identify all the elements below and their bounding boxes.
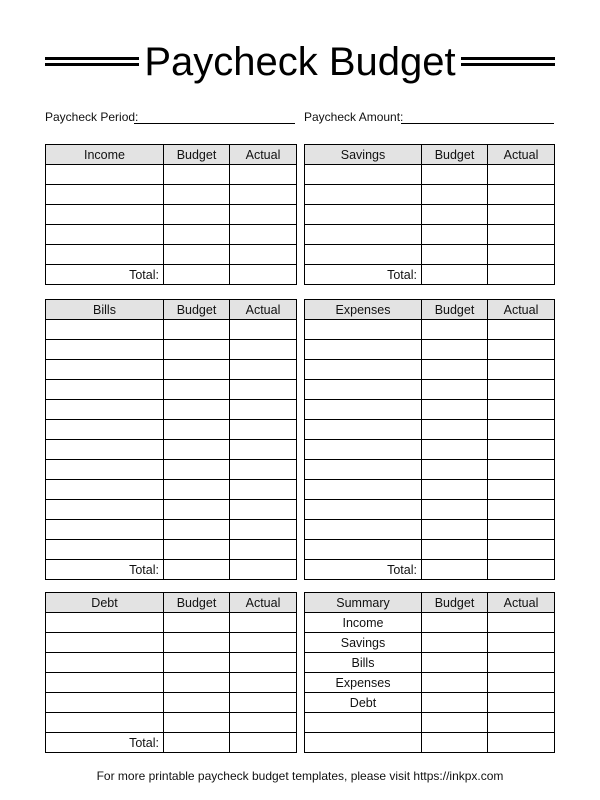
summary-label-income: Income [305, 613, 422, 633]
item-cell[interactable] [305, 225, 422, 245]
budget-cell[interactable] [422, 205, 488, 225]
actual-column-header: Actual [488, 593, 555, 613]
budget-column-header: Budget [164, 593, 230, 613]
item-cell[interactable] [46, 713, 164, 733]
actual-cell[interactable] [230, 320, 297, 340]
actual-cell[interactable] [230, 420, 297, 440]
summary-label-bills: Bills [305, 653, 422, 673]
actual-cell[interactable] [230, 693, 297, 713]
actual-cell[interactable] [230, 500, 297, 520]
table-row [46, 653, 297, 673]
item-cell[interactable] [46, 245, 164, 265]
item-cell[interactable] [46, 360, 164, 380]
actual-total-cell[interactable] [230, 560, 297, 580]
table-header-row [46, 145, 297, 165]
item-cell[interactable] [305, 185, 422, 205]
actual-column-header: Actual [488, 145, 555, 165]
item-cell[interactable] [305, 480, 422, 500]
actual-cell[interactable] [488, 360, 555, 380]
actual-cell[interactable] [488, 480, 555, 500]
actual-cell[interactable] [488, 653, 555, 673]
budget-cell[interactable] [422, 633, 488, 653]
budget-cell[interactable] [164, 440, 230, 460]
budget-cell[interactable] [422, 420, 488, 440]
item-cell[interactable] [305, 520, 422, 540]
item-cell[interactable] [305, 540, 422, 560]
budget-cell[interactable] [422, 460, 488, 480]
bills-heading: Bills [46, 300, 164, 320]
debt-heading: Debt [46, 593, 164, 613]
table-row [305, 480, 555, 500]
budget-column-header: Budget [164, 300, 230, 320]
table-row [305, 245, 555, 265]
table-row [305, 225, 555, 245]
budget-cell[interactable] [422, 440, 488, 460]
table-row [46, 500, 297, 520]
budget-cell[interactable] [422, 225, 488, 245]
table-row [305, 460, 555, 480]
summary-label-expenses: Expenses [305, 673, 422, 693]
actual-cell[interactable] [230, 440, 297, 460]
table-row [305, 713, 555, 733]
budget-cell[interactable] [164, 165, 230, 185]
budget-column-header: Budget [422, 593, 488, 613]
actual-total-cell[interactable] [488, 560, 555, 580]
total-label: Total: [46, 733, 164, 753]
paycheck-period-label: Paycheck Period: [45, 110, 139, 124]
item-cell[interactable] [46, 673, 164, 693]
budget-cell[interactable] [422, 693, 488, 713]
budget-total-cell[interactable] [164, 560, 230, 580]
budget-cell[interactable] [422, 713, 488, 733]
total-label: Total: [305, 265, 422, 285]
table-row [46, 480, 297, 500]
actual-cell[interactable] [230, 713, 297, 733]
item-cell[interactable] [46, 225, 164, 245]
table-row [46, 245, 297, 265]
table-row [46, 460, 297, 480]
paycheck-period-field[interactable] [134, 123, 295, 124]
actual-cell[interactable] [230, 480, 297, 500]
table-row [305, 420, 555, 440]
actual-cell[interactable] [230, 340, 297, 360]
actual-cell[interactable] [488, 500, 555, 520]
table-row [46, 420, 297, 440]
actual-total-cell[interactable] [230, 733, 297, 753]
table-row [46, 340, 297, 360]
budget-cell[interactable] [422, 613, 488, 633]
actual-cell[interactable] [230, 245, 297, 265]
budget-column-header: Budget [422, 145, 488, 165]
actual-total-cell[interactable] [230, 265, 297, 285]
total-row [46, 560, 297, 580]
budget-cell[interactable] [164, 205, 230, 225]
actual-cell[interactable] [230, 673, 297, 693]
total-row [305, 560, 555, 580]
actual-cell[interactable] [230, 613, 297, 633]
item-cell[interactable] [46, 633, 164, 653]
actual-cell[interactable] [230, 653, 297, 673]
actual-cell[interactable] [488, 713, 555, 733]
budget-cell[interactable] [164, 460, 230, 480]
item-cell[interactable] [46, 380, 164, 400]
budget-cell[interactable] [164, 360, 230, 380]
total-row [46, 265, 297, 285]
actual-cell[interactable] [230, 520, 297, 540]
paycheck-amount-label: Paycheck Amount: [304, 110, 404, 124]
item-cell[interactable] [305, 400, 422, 420]
table-row [305, 185, 555, 205]
actual-cell[interactable] [230, 633, 297, 653]
actual-cell[interactable] [488, 225, 555, 245]
actual-cell[interactable] [488, 440, 555, 460]
item-cell[interactable] [46, 165, 164, 185]
budget-cell[interactable] [164, 480, 230, 500]
budget-cell[interactable] [422, 360, 488, 380]
savings-heading: Savings [305, 145, 422, 165]
table-header-row [46, 593, 297, 613]
budget-cell[interactable] [164, 225, 230, 245]
budget-cell[interactable] [422, 165, 488, 185]
total-label: Total: [46, 560, 164, 580]
actual-cell[interactable] [230, 185, 297, 205]
item-cell[interactable] [305, 380, 422, 400]
item-cell[interactable] [305, 340, 422, 360]
summary-row-bills [305, 653, 555, 673]
debt-table [45, 592, 297, 753]
actual-cell[interactable] [230, 540, 297, 560]
actual-cell[interactable] [230, 460, 297, 480]
actual-cell[interactable] [230, 165, 297, 185]
budget-cell[interactable] [422, 400, 488, 420]
budget-cell[interactable] [164, 713, 230, 733]
bills-table [45, 299, 297, 580]
item-cell[interactable] [46, 320, 164, 340]
income-table [45, 144, 297, 285]
budget-cell[interactable] [422, 245, 488, 265]
budget-cell[interactable] [422, 540, 488, 560]
table-row [46, 713, 297, 733]
table-row [46, 320, 297, 340]
actual-cell[interactable] [230, 205, 297, 225]
actual-cell[interactable] [488, 165, 555, 185]
summary-row-savings [305, 633, 555, 653]
item-cell[interactable] [46, 540, 164, 560]
item-cell[interactable] [46, 440, 164, 460]
budget-cell[interactable] [164, 540, 230, 560]
actual-cell[interactable] [488, 733, 555, 753]
table-row [46, 205, 297, 225]
budget-cell[interactable] [422, 520, 488, 540]
table-row [305, 540, 555, 560]
budget-cell[interactable] [422, 500, 488, 520]
actual-column-header: Actual [230, 300, 297, 320]
item-cell[interactable] [305, 460, 422, 480]
savings-table [304, 144, 555, 285]
item-cell[interactable] [305, 320, 422, 340]
page-title: Paycheck Budget [144, 40, 456, 84]
title-rule-right [461, 57, 555, 66]
table-row [46, 360, 297, 380]
table-row [46, 380, 297, 400]
table-row [305, 340, 555, 360]
paycheck-amount-field[interactable] [401, 123, 554, 124]
expenses-table [304, 299, 555, 580]
actual-cell[interactable] [488, 693, 555, 713]
budget-cell[interactable] [164, 613, 230, 633]
item-cell[interactable] [305, 733, 422, 753]
actual-cell[interactable] [488, 460, 555, 480]
table-header-row [46, 300, 297, 320]
actual-cell[interactable] [230, 360, 297, 380]
budget-total-cell[interactable] [164, 265, 230, 285]
table-row [46, 440, 297, 460]
item-cell[interactable] [46, 420, 164, 440]
table-row [305, 520, 555, 540]
table-row [305, 165, 555, 185]
item-cell[interactable] [305, 360, 422, 380]
budget-cell[interactable] [164, 320, 230, 340]
item-cell[interactable] [305, 500, 422, 520]
table-row [305, 360, 555, 380]
expenses-heading: Expenses [305, 300, 422, 320]
item-cell[interactable] [46, 613, 164, 633]
table-row [305, 733, 555, 753]
budget-cell[interactable] [164, 693, 230, 713]
item-cell[interactable] [46, 653, 164, 673]
actual-column-header: Actual [230, 593, 297, 613]
budget-cell[interactable] [164, 380, 230, 400]
budget-total-cell[interactable] [422, 560, 488, 580]
table-row [46, 673, 297, 693]
total-label: Total: [46, 265, 164, 285]
item-cell[interactable] [46, 520, 164, 540]
budget-cell[interactable] [422, 320, 488, 340]
summary-row-debt [305, 693, 555, 713]
table-row [46, 693, 297, 713]
actual-cell[interactable] [488, 205, 555, 225]
actual-column-header: Actual [488, 300, 555, 320]
budget-total-cell[interactable] [422, 265, 488, 285]
item-cell[interactable] [46, 460, 164, 480]
table-row [46, 400, 297, 420]
budget-cell[interactable] [422, 480, 488, 500]
item-cell[interactable] [305, 245, 422, 265]
item-cell[interactable] [305, 713, 422, 733]
budget-cell[interactable] [164, 185, 230, 205]
item-cell[interactable] [46, 693, 164, 713]
actual-cell[interactable] [488, 420, 555, 440]
actual-cell[interactable] [230, 400, 297, 420]
table-row [305, 440, 555, 460]
budget-column-header: Budget [164, 145, 230, 165]
income-heading: Income [46, 145, 164, 165]
table-row [305, 400, 555, 420]
table-header-row [305, 145, 555, 165]
budget-cell[interactable] [164, 673, 230, 693]
table-row [46, 633, 297, 653]
budget-cell[interactable] [164, 500, 230, 520]
summary-row-income [305, 613, 555, 633]
summary-label-savings: Savings [305, 633, 422, 653]
table-row [46, 540, 297, 560]
summary-label-debt: Debt [305, 693, 422, 713]
budget-cell[interactable] [164, 420, 230, 440]
item-cell[interactable] [305, 440, 422, 460]
budget-total-cell[interactable] [164, 733, 230, 753]
summary-row-expenses [305, 673, 555, 693]
actual-cell[interactable] [488, 520, 555, 540]
table-header-row [305, 593, 555, 613]
item-cell[interactable] [46, 340, 164, 360]
actual-column-header: Actual [230, 145, 297, 165]
summary-table [304, 592, 555, 753]
budget-cell[interactable] [164, 520, 230, 540]
budget-cell[interactable] [422, 380, 488, 400]
total-row [305, 265, 555, 285]
item-cell[interactable] [46, 205, 164, 225]
budget-cell[interactable] [164, 245, 230, 265]
table-row [305, 320, 555, 340]
actual-cell[interactable] [488, 245, 555, 265]
budget-cell[interactable] [422, 653, 488, 673]
budget-cell[interactable] [164, 340, 230, 360]
item-cell[interactable] [305, 205, 422, 225]
actual-cell[interactable] [488, 320, 555, 340]
actual-cell[interactable] [488, 185, 555, 205]
item-cell[interactable] [46, 185, 164, 205]
table-row [46, 613, 297, 633]
item-cell[interactable] [305, 420, 422, 440]
budget-cell[interactable] [422, 673, 488, 693]
footer-note: For more printable paycheck budget templates, please visit https://inkpx.com [96, 769, 504, 783]
budget-cell[interactable] [422, 185, 488, 205]
table-row [305, 205, 555, 225]
item-cell[interactable] [46, 400, 164, 420]
title-row [45, 38, 555, 86]
actual-cell[interactable] [230, 225, 297, 245]
table-row [46, 225, 297, 245]
total-label: Total: [305, 560, 422, 580]
actual-cell[interactable] [488, 673, 555, 693]
table-row [305, 500, 555, 520]
budget-cell[interactable] [422, 733, 488, 753]
budget-cell[interactable] [164, 633, 230, 653]
actual-total-cell[interactable] [488, 265, 555, 285]
table-row [46, 165, 297, 185]
budget-column-header: Budget [422, 300, 488, 320]
summary-heading: Summary [305, 593, 422, 613]
budget-cell[interactable] [164, 653, 230, 673]
actual-cell[interactable] [488, 380, 555, 400]
item-cell[interactable] [305, 165, 422, 185]
table-header-row [305, 300, 555, 320]
budget-cell[interactable] [422, 340, 488, 360]
table-row [46, 185, 297, 205]
budget-cell[interactable] [164, 400, 230, 420]
actual-cell[interactable] [488, 400, 555, 420]
table-row [305, 380, 555, 400]
table-row [46, 520, 297, 540]
total-row [46, 733, 297, 753]
actual-cell[interactable] [488, 540, 555, 560]
item-cell[interactable] [46, 480, 164, 500]
actual-cell[interactable] [488, 633, 555, 653]
item-cell[interactable] [46, 500, 164, 520]
actual-cell[interactable] [230, 380, 297, 400]
actual-cell[interactable] [488, 340, 555, 360]
actual-cell[interactable] [488, 613, 555, 633]
